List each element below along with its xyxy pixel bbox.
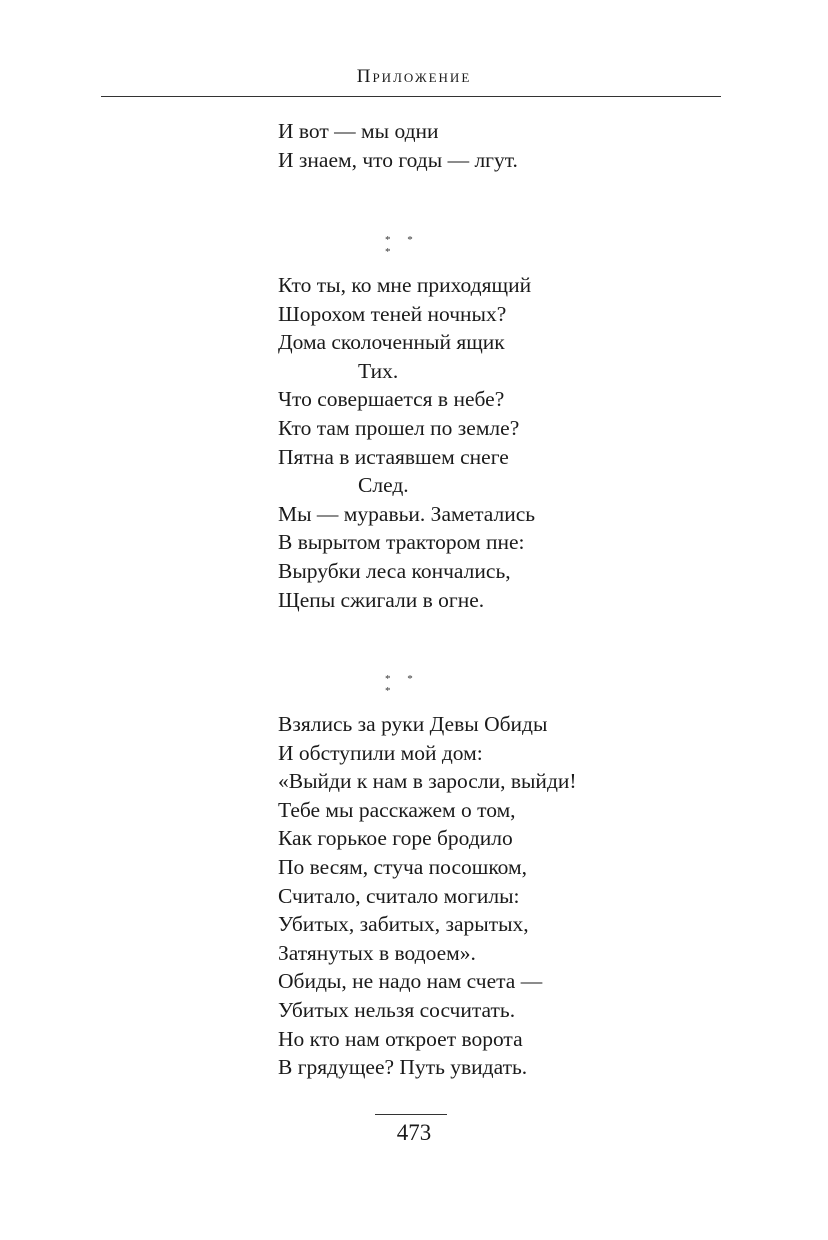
poem-line: Обиды, не надо нам счета — xyxy=(278,969,543,994)
poem-line: Затянутых в водоем». xyxy=(278,940,476,965)
poem-line: Тебе мы расскажем о том, xyxy=(278,797,516,822)
poem-line: Как горькое горе бродило xyxy=(278,826,513,851)
header-rule xyxy=(101,96,721,97)
poem-line: В грядущее? Путь увидать. xyxy=(278,1055,528,1080)
poem-line: Щепы сжигали в огне. xyxy=(278,587,485,612)
poem-line-indented: Тих. xyxy=(358,358,399,383)
poem-line: Но кто нам откроет ворота xyxy=(278,1026,523,1051)
poem-line: Кто ты, ко мне приходящий xyxy=(278,273,532,297)
stanza-top xyxy=(278,117,718,174)
poem-one xyxy=(278,271,718,614)
poem-line: Дома сколоченный ящик xyxy=(278,330,505,355)
poem-line: По весям, стуча посошком, xyxy=(278,854,527,879)
section-separator: * * * xyxy=(385,234,420,258)
poem-line: Что совершается в небе? xyxy=(278,387,505,412)
running-head: Приложение xyxy=(356,66,472,87)
poem-line: Мы — муравьи. Заметались xyxy=(278,501,536,526)
poem-line: Считало, считало могилы: xyxy=(278,883,520,908)
poem-line: В вырытом трактором пне: xyxy=(278,530,525,555)
page-number: 473 xyxy=(396,1120,432,1145)
poem-line: «Выйди к нам в заросли, выйди! xyxy=(278,769,577,794)
poem-line: Убитых нельзя сосчитать. xyxy=(278,997,516,1022)
poem-line: Убитых, забитых, зарытых, xyxy=(278,912,529,937)
poem-line: Кто там прошел по земле? xyxy=(278,415,520,440)
footer-rule xyxy=(375,1114,447,1115)
poem-line: И знаем, что годы — лгут. xyxy=(278,147,518,172)
poem-line: Шорохом теней ночных? xyxy=(278,301,507,326)
poem-line: Вырубки леса кончались, xyxy=(278,558,511,583)
poem-line: И обступили мой дом: xyxy=(278,740,483,765)
poem-line: Взялись за руки Девы Обиды xyxy=(278,712,548,736)
poem-two xyxy=(278,710,718,1082)
poem-line: И вот — мы одни xyxy=(278,119,439,143)
section-separator: * * * xyxy=(385,673,420,697)
poem-line-indented: След. xyxy=(358,473,409,498)
poem-line: Пятна в истаявшем снеге xyxy=(278,444,509,469)
